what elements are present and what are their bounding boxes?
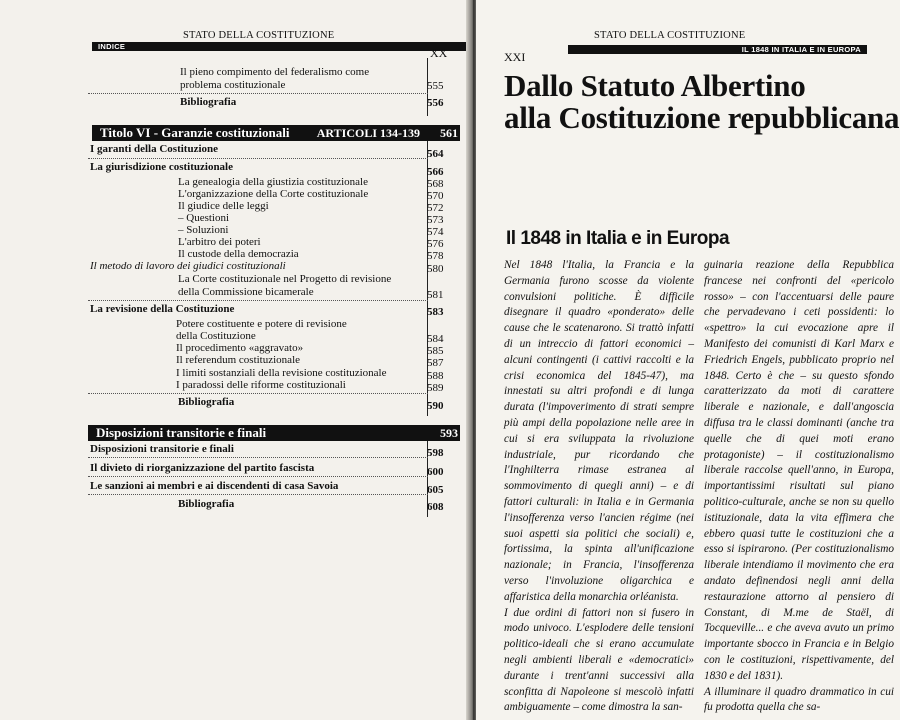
section-tag: IL 1848 IN ITALIA E IN EUROPA (568, 45, 867, 54)
toc-page: 605 (427, 484, 444, 496)
toc-entry[interactable]: Il pieno compimento del federalismo come problema costituzionale (180, 66, 370, 91)
running-head: STATO DELLA COSTITUZIONE (594, 30, 746, 41)
dotted-rule (88, 494, 428, 495)
toc-section[interactable]: Il divieto di riorganizzazione del partito fascista (90, 462, 315, 474)
toc-section[interactable]: Le sanzioni ai membri e ai discendenti di casa Savoia (90, 480, 339, 492)
toc-section[interactable]: La giurisdizione costituzionale (90, 161, 233, 173)
bar-page: 561 (440, 126, 458, 140)
toc-entry[interactable]: L'arbitro dei poteri (178, 236, 261, 248)
toc-page: 568 (427, 178, 444, 190)
toc-page: 580 (427, 263, 444, 275)
paragraph: I due ordini di fattori non si fusero in modo univoco. L'esplodere delle tensioni politico-ideali che si erano accumulate negli ambienti liberali e «democratici» durante i trent'anni successivi alla sconfitta di Napoleone si mescolò infatti ambiguamente – come dimostra la san- (504, 606, 694, 714)
toc-entry[interactable]: Il procedimento «aggravato» (176, 342, 304, 354)
toc-page: 570 (427, 190, 444, 202)
chapter-title (504, 70, 899, 134)
dotted-rule (88, 393, 428, 394)
paragraph: guinaria reazione della Repubblica francese nei confronti del «pericolo rosso» – con l'accentuarsi delle paure che pervadevano i ceti possidenti: lo «spettro» la cui evocazione apre il Manifesto dei comunisti di Karl Marx e Friedrich Engels, pubblicato proprio nel 1848. Certo è che – su questo sfondo caratterizzato da moti di carattere liberale e nazionale, e dall'angoscia diffusa tra le classi dominanti (anche tra quelle che di quei moti erano protagoniste) – il costituzionalismo liberale raccolse quell'anno, in Europa, importantissimi risultati sul piano politico-culturale, anche se non su quello istituzionale, data la vita effimera che ebbero quasi tutte le costituzioni che a esso si ispirarono. (Per costituzionalismo liberale intendiamo il movimento che era andato definendosi negli anni della restaurazione attorno al pensiero di Constant, di M.me de Staël, di Tocqueville... e che aveva avuto un primo importante sbocco in Francia e in Belgio con le costituzioni, rispettivamente, del 1830 e del 1831). (704, 259, 894, 682)
toc-page: 576 (427, 238, 444, 250)
toc-page: 574 (427, 226, 444, 238)
toc-page: 578 (427, 250, 444, 262)
toc-entry[interactable]: Il referendum costituzionale (176, 354, 301, 366)
toc-page: 584 (427, 333, 444, 345)
toc-page: 598 (427, 447, 444, 459)
toc-page: 585 (427, 345, 444, 357)
toc-entry[interactable]: La genealogia della giustizia costituzionale (178, 176, 368, 188)
toc-page: 588 (427, 370, 444, 382)
page-number: XXI (504, 50, 526, 64)
toc-entry[interactable]: I paradossi delle riforme costituzionali (176, 379, 346, 391)
toc-page: 587 (427, 357, 444, 369)
toc-entry[interactable]: L'organizzazione della Corte costituzionale (178, 188, 369, 200)
toc-page: 608 (427, 501, 444, 513)
toc-page: 566 (427, 166, 444, 178)
toc-page: 581 (427, 289, 444, 301)
dotted-rule (88, 300, 428, 301)
dotted-rule (88, 476, 428, 477)
chapter-title-line: alla Costituzione repubblicana (504, 100, 900, 135)
toc-page: 590 (427, 400, 444, 412)
toc-page: 556 (427, 97, 444, 109)
toc-page: 572 (427, 202, 444, 214)
toc-page: 600 (427, 466, 444, 478)
toc-page: 555 (427, 80, 444, 92)
text-column-2 (704, 258, 894, 716)
bar-label: Disposizioni transitorie e finali (96, 425, 267, 440)
text-column-1 (504, 258, 694, 716)
toc-entry[interactable]: della Costituzione (176, 330, 256, 342)
toc-entry[interactable]: Potere costituente e potere di revisione (176, 318, 347, 330)
toc-entry[interactable]: Il giudice delle leggi (178, 200, 269, 212)
title-bar-disposizioni[interactable] (88, 425, 460, 441)
toc-entry[interactable]: La Corte costituzionale nel Progetto di revisione (178, 273, 392, 285)
dotted-rule (88, 93, 428, 94)
toc-page: 573 (427, 214, 444, 226)
right-page (476, 0, 900, 720)
page-number: XX (430, 46, 448, 60)
toc-entry[interactable]: Bibliografia (178, 498, 235, 510)
toc-section[interactable]: I garanti della Costituzione (90, 143, 219, 155)
bar-label: Titolo VI - Garanzie costituzionali (100, 125, 290, 140)
toc-entry[interactable]: Il custode della democrazia (178, 248, 299, 260)
paragraph: Nel 1848 l'Italia, la Francia e la Germania furono scosse da violente convulsioni politiche. È difficile disegnare il quadro «ponderato» delle cause che le scatenarono. Si trattò infatti di un intreccio di fattori economici – alcuni contingenti (i cattivi raccolti e la crisi economica del 1845-47), ma innestati su altri profondi e di lunga durata (l'impoverimento di strati sempre più ampi della popolazione nelle aree in cui si era sviluppata la rivoluzione industriale, pur ricordando che l'Inghilterra rimase estranea al sommovimento di quegli anni) – e di fattori culturali: in Italia e in Germania l'insofferenza verso l'ancien régime (nei suoi aspetti sia politici che sociali) e, fortissima, la spinta all'unificazione nazionale; in Francia, l'insofferenza verso l'involuzione oligarchica e affaristica della monarchia orléanista. (504, 259, 694, 603)
toc-section[interactable]: La revisione della Costituzione (90, 303, 235, 315)
section-tag: INDICE (92, 42, 466, 51)
toc-entry[interactable]: I limiti sostanziali della revisione costituzionale (176, 367, 387, 379)
toc-page: 589 (427, 382, 444, 394)
toc-entry-italic[interactable]: Il metodo di lavoro dei giudici costituzionali (90, 260, 286, 272)
bar-articles: ARTICOLI 134-139 (316, 126, 420, 140)
title-bar-titolo-vi[interactable] (92, 125, 460, 141)
running-head: STATO DELLA COSTITUZIONE (183, 30, 335, 41)
bar-page: 593 (440, 426, 458, 440)
toc-entry[interactable]: Bibliografia (178, 396, 235, 408)
dotted-rule (88, 457, 428, 458)
dotted-rule (88, 158, 428, 159)
toc-section[interactable]: Disposizioni transitorie e finali (90, 443, 234, 455)
section-subtitle: Il 1848 in Italia e in Europa (506, 228, 730, 249)
toc-entry[interactable]: – Questioni (178, 212, 230, 224)
paragraph: A illuminare il quadro drammatico in cui fu prodotta quella che sa- (704, 685, 894, 714)
toc-entry[interactable]: Bibliografia (180, 96, 237, 108)
toc-page: 583 (427, 306, 444, 318)
toc-entry[interactable]: – Soluzioni (178, 224, 229, 236)
toc-page: 564 (427, 148, 444, 160)
chapter-title-line: Dallo Statuto Albertino (504, 68, 806, 103)
toc-entry[interactable]: della Commissione bicamerale (178, 286, 314, 298)
